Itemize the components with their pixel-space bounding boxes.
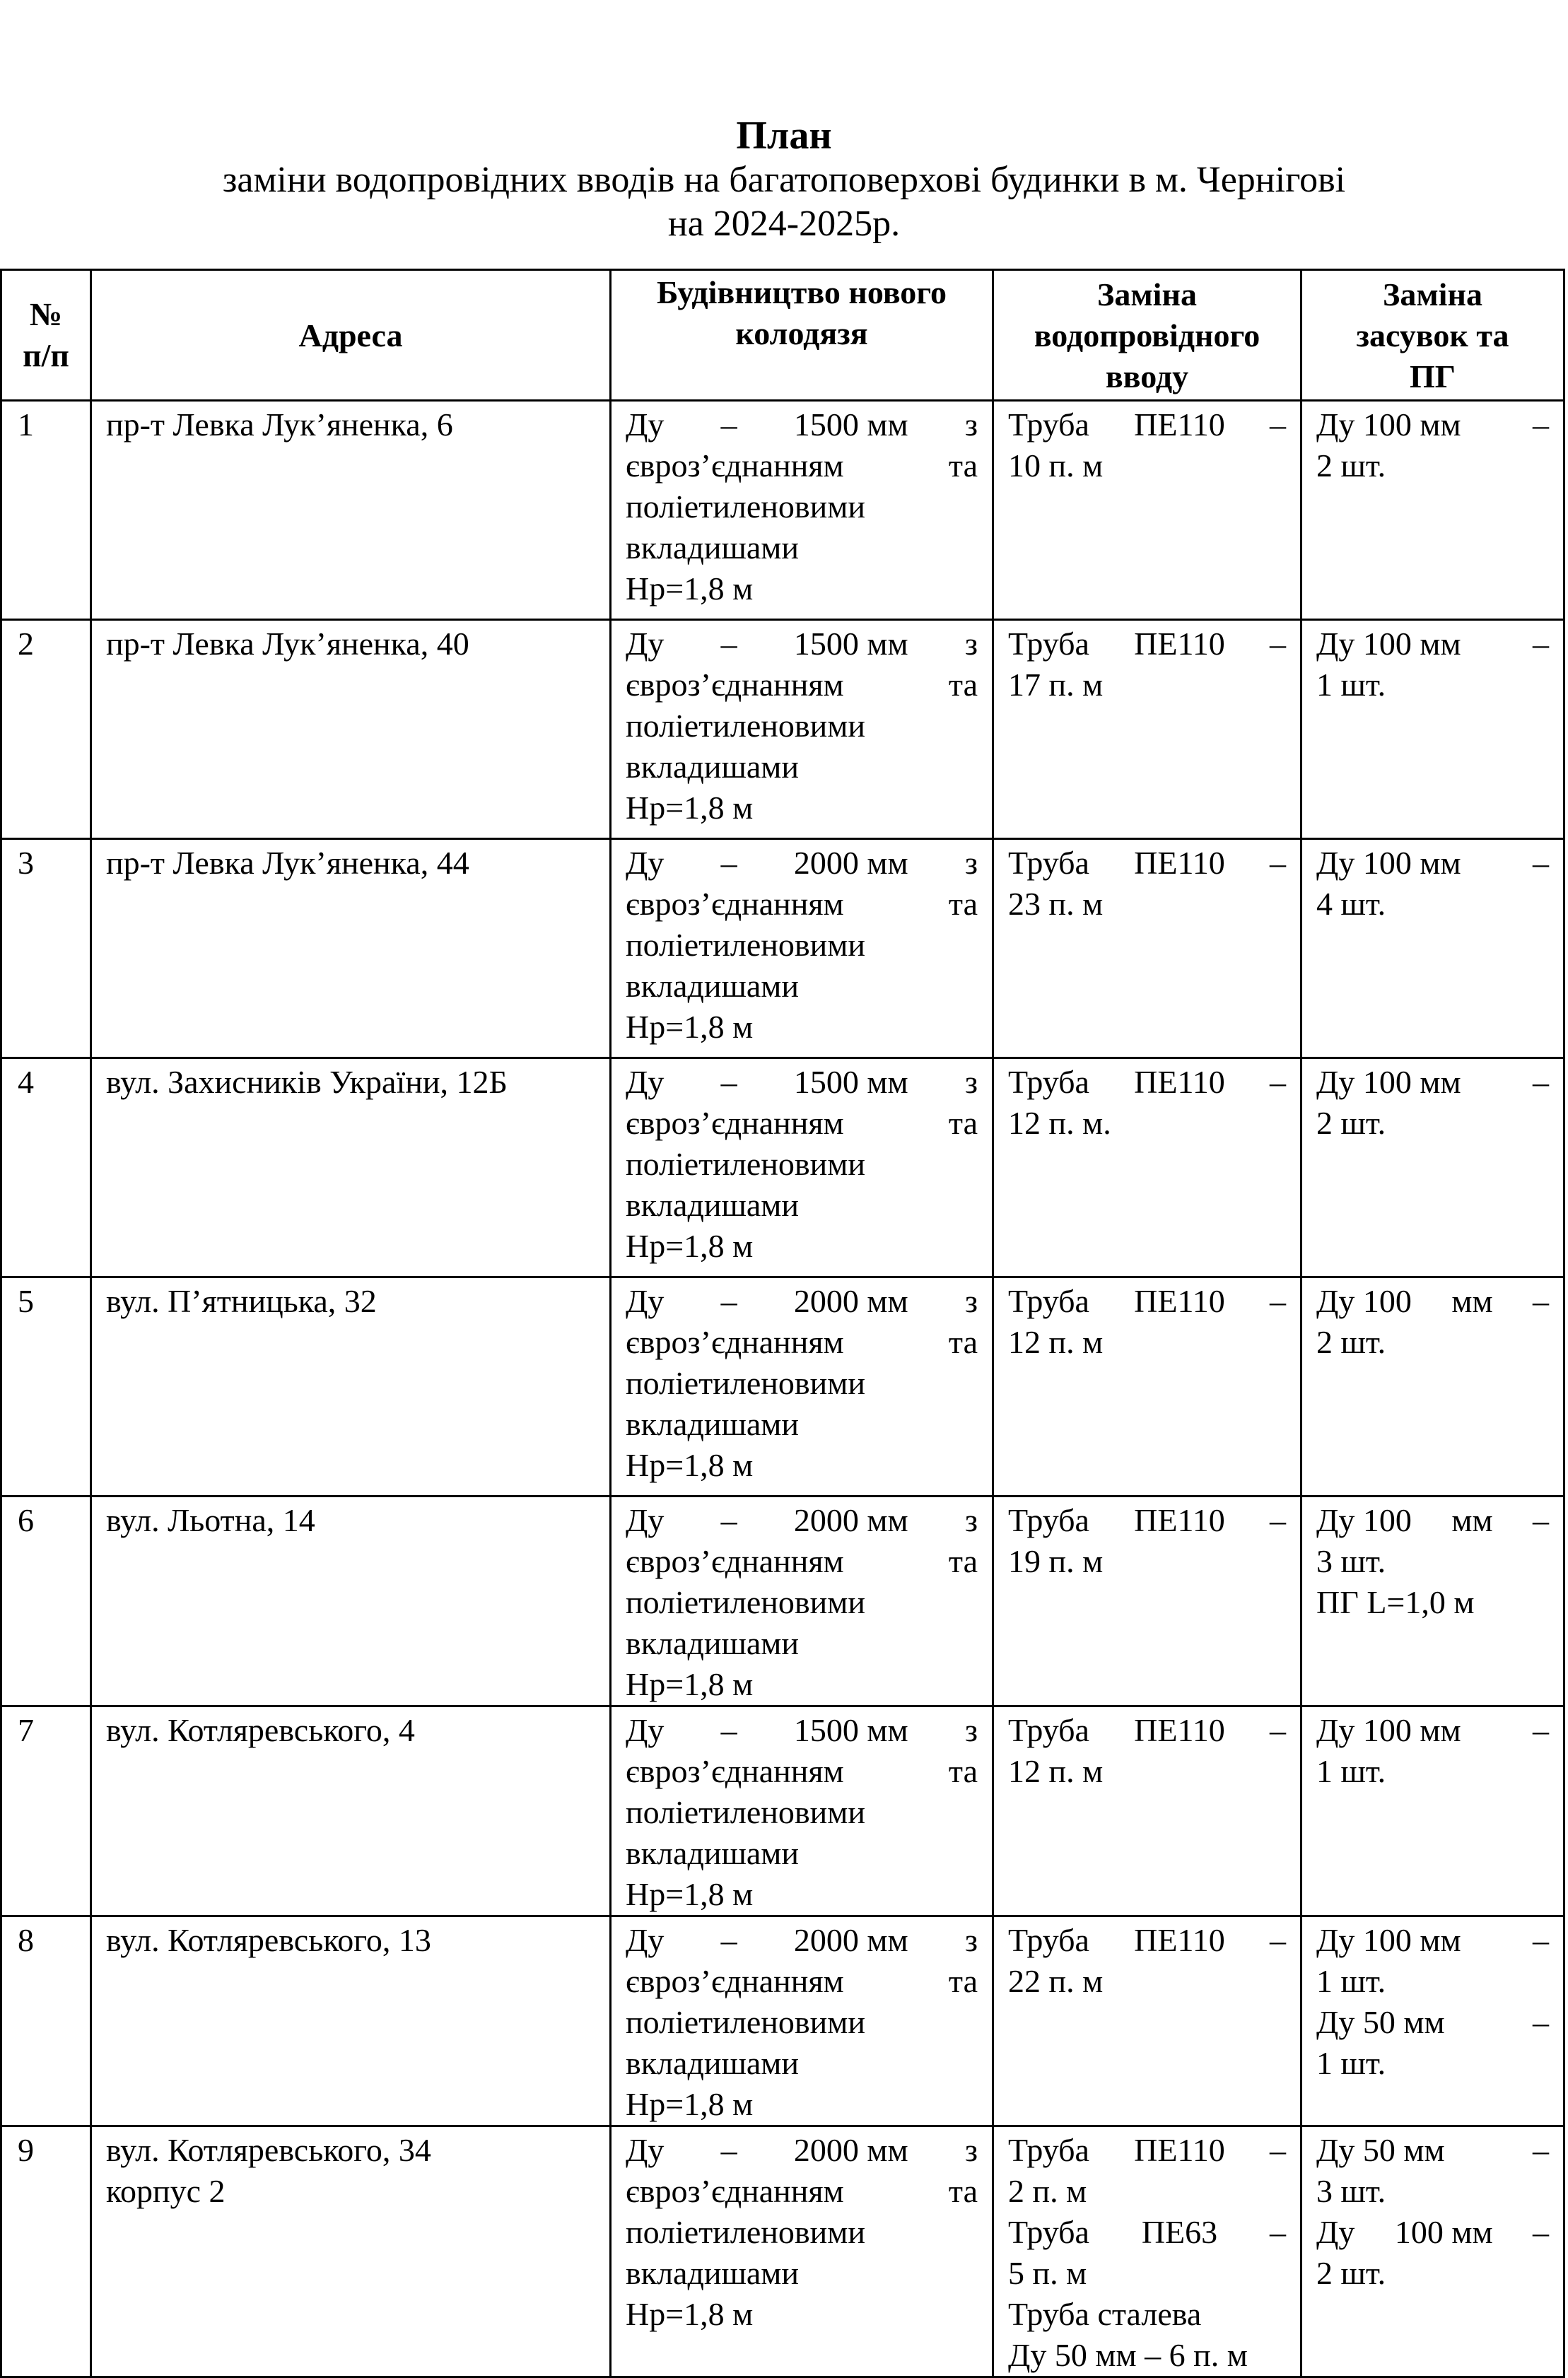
- well-description-line: євроз’єднанням та: [626, 886, 978, 922]
- valves-line: 2 шт.: [1316, 1324, 1386, 1360]
- header-valves-line: засувок та: [1356, 317, 1509, 353]
- valves-line-part: Ду 50 мм: [1316, 2132, 1445, 2168]
- cell-address: [91, 2126, 611, 2377]
- well-diameter-line-part: –: [720, 2132, 737, 2168]
- pipe-line: [1008, 2212, 1286, 2253]
- valves-line-part: Ду 50 мм: [1316, 2004, 1445, 2040]
- valves-line-part: –: [1533, 1712, 1549, 1748]
- pipe-line-part: ПЕ110: [1134, 1502, 1225, 1538]
- valves-line-part: Ду 100 мм: [1316, 626, 1461, 662]
- address-line: вул. Котляревського, 4: [106, 1712, 415, 1748]
- well-description-line: поліетиленовими: [626, 1794, 865, 1830]
- document-subtitle-line-2: на 2024-2025р.: [667, 204, 901, 244]
- pipe-line-part: –: [1270, 1922, 1286, 1958]
- well-diameter-line: [626, 2130, 978, 2171]
- valves-line-part: Ду 100 мм: [1316, 845, 1461, 881]
- address-line: вул. Котляревського, 13: [106, 1922, 431, 1958]
- cell-pipe-replacement: [993, 401, 1301, 620]
- well-diameter-line-part: з: [964, 1922, 978, 1958]
- pipe-line: 2 п. м: [1008, 2173, 1087, 2209]
- pipe-line-part: Труба: [1008, 1283, 1089, 1319]
- well-description-line: вкладишами: [626, 968, 800, 1004]
- pipe-line-part: –: [1270, 1283, 1286, 1319]
- well-diameter-line-part: Ду: [626, 406, 665, 443]
- well-diameter-line-part: 2000 мм: [793, 1283, 908, 1319]
- table-row: [1, 1916, 1564, 2126]
- header-address-label: Адреса: [298, 317, 403, 353]
- valves-line-part: Ду 100: [1316, 1502, 1412, 1538]
- cell-new-well: [611, 1706, 993, 1916]
- valves-line-part: –: [1532, 1283, 1549, 1319]
- well-diameter-line-part: –: [720, 1922, 737, 1958]
- well-description-line: євроз’єднанням та: [626, 1963, 978, 1999]
- cell-number: [1, 401, 91, 620]
- cell-pipe-replacement: [993, 1916, 1301, 2126]
- well-diameter-line-part: з: [964, 1283, 978, 1319]
- pipe-line: [1008, 1710, 1286, 1751]
- cell-number: [1, 620, 91, 839]
- pipe-line: [1008, 1920, 1286, 1961]
- cell-address: [91, 1916, 611, 2126]
- pipe-line: Труба сталева: [1008, 2296, 1202, 2332]
- well-diameter-line-part: 2000 мм: [793, 2132, 908, 2168]
- table-header-row: [1, 270, 1564, 401]
- pipe-line-part: –: [1270, 626, 1286, 662]
- table-row: [1, 2126, 1564, 2377]
- well-description-line: вкладишами: [626, 2255, 800, 2291]
- well-diameter-line: [626, 843, 978, 884]
- pipe-line: 12 п. м.: [1008, 1105, 1111, 1141]
- well-description-line: Нр=1,8 м: [626, 570, 754, 607]
- cell-valves-replacement: [1301, 839, 1564, 1058]
- well-description-line: євроз’єднанням та: [626, 1753, 978, 1789]
- address-line: вул. Льотна, 14: [106, 1502, 315, 1538]
- well-diameter-line-part: Ду: [626, 626, 665, 662]
- well-description-line: поліетиленовими: [626, 927, 865, 963]
- valves-line-part: –: [1533, 626, 1549, 662]
- valves-line-part: Ду 100 мм: [1316, 1922, 1461, 1958]
- pipe-line-part: Труба: [1008, 626, 1089, 662]
- cell-valves-replacement: [1301, 1496, 1564, 1706]
- pipe-line-part: ПЕ63: [1141, 2214, 1218, 2250]
- valves-line-part: –: [1533, 1064, 1549, 1100]
- well-diameter-line-part: Ду: [626, 1922, 665, 1958]
- header-pipe-line: вводу: [1105, 358, 1189, 394]
- well-diameter-line: [626, 1062, 978, 1103]
- pipe-line-part: Труба: [1008, 1712, 1089, 1748]
- valves-line: 2 шт.: [1316, 1105, 1386, 1141]
- well-diameter-line-part: Ду: [626, 1283, 665, 1319]
- valves-line: 1 шт.: [1316, 2045, 1386, 2081]
- header-valves-line: ПГ: [1409, 358, 1456, 394]
- pipe-line-part: ПЕ110: [1134, 1922, 1225, 1958]
- well-diameter-line: [626, 1920, 978, 1961]
- well-description-line: Нр=1,8 м: [626, 1447, 754, 1483]
- cell-address: [91, 1058, 611, 1277]
- well-description-line: вкладишами: [626, 2045, 800, 2081]
- header-number: [1, 270, 91, 401]
- pipe-line-part: –: [1270, 1064, 1286, 1100]
- cell-number: [1, 1277, 91, 1496]
- well-description-line: вкладишами: [626, 749, 800, 785]
- address-line: вул. Захисників України, 12Б: [106, 1064, 508, 1100]
- valves-line: 1 шт.: [1316, 1753, 1386, 1789]
- valves-line: [1316, 843, 1549, 884]
- well-diameter-line-part: з: [964, 1712, 978, 1748]
- cell-valves-replacement: [1301, 2126, 1564, 2377]
- pipe-line: 12 п. м: [1008, 1324, 1104, 1360]
- well-description-line: вкладишами: [626, 1187, 800, 1223]
- well-diameter-line-part: з: [964, 626, 978, 662]
- well-diameter-line-part: –: [720, 1502, 737, 1538]
- row-number: 2: [18, 626, 34, 662]
- header-valves-replacement: [1301, 270, 1564, 401]
- row-number: 3: [18, 845, 34, 881]
- document-title-block: [0, 113, 1568, 246]
- table-row: [1, 1058, 1564, 1277]
- cell-address: [91, 1496, 611, 1706]
- well-diameter-line: [626, 1500, 978, 1541]
- well-description-line: Нр=1,8 м: [626, 2086, 754, 2122]
- well-description-line: поліетиленовими: [626, 708, 865, 744]
- valves-line: [1316, 1281, 1549, 1322]
- table-row: [1, 1496, 1564, 1706]
- well-diameter-line-part: Ду: [626, 2132, 665, 2168]
- well-description-line: євроз’єднанням та: [626, 667, 978, 703]
- valves-line: 3 шт.: [1316, 2173, 1386, 2209]
- valves-line: 4 шт.: [1316, 886, 1386, 922]
- pipe-line-part: ПЕ110: [1134, 1283, 1225, 1319]
- valves-line-part: Ду 100 мм: [1316, 1712, 1461, 1748]
- pipe-line-part: ПЕ110: [1134, 1064, 1225, 1100]
- well-diameter-line: [626, 1281, 978, 1322]
- header-valves-line: Заміна: [1383, 276, 1482, 312]
- cell-number: [1, 839, 91, 1058]
- cell-valves-replacement: [1301, 1706, 1564, 1916]
- row-number: 4: [18, 1064, 34, 1100]
- well-diameter-line-part: 1500 мм: [793, 1712, 908, 1748]
- pipe-line: 22 п. м: [1008, 1963, 1104, 1999]
- well-diameter-line-part: з: [964, 845, 978, 881]
- document-title: План: [736, 114, 832, 158]
- pipe-line-part: ПЕ110: [1134, 1712, 1225, 1748]
- cell-number: [1, 2126, 91, 2377]
- valves-line-part: Ду 100 мм: [1316, 406, 1461, 443]
- pipe-line: 12 п. м: [1008, 1753, 1104, 1789]
- address-line: пр-т Левка Лук’яненка, 40: [106, 626, 469, 662]
- pipe-line: 23 п. м: [1008, 886, 1104, 922]
- well-description-line: вкладишами: [626, 529, 800, 566]
- valves-line-part: –: [1532, 2214, 1549, 2250]
- header-new-well-line: колодязя: [735, 315, 868, 351]
- well-description-line: Нр=1,8 м: [626, 2296, 754, 2332]
- pipe-line: [1008, 1500, 1286, 1541]
- pipe-line: [1008, 404, 1286, 445]
- cell-address: [91, 620, 611, 839]
- cell-new-well: [611, 2126, 993, 2377]
- well-diameter-line-part: –: [720, 1064, 737, 1100]
- pipe-line: [1008, 843, 1286, 884]
- address-line: пр-т Левка Лук’яненка, 44: [106, 845, 469, 881]
- cell-new-well: [611, 401, 993, 620]
- cell-valves-replacement: [1301, 1058, 1564, 1277]
- pipe-line-part: Труба: [1008, 406, 1089, 443]
- pipe-line: [1008, 2130, 1286, 2171]
- header-pipe-line: Заміна: [1097, 276, 1197, 312]
- pipe-line-part: Труба: [1008, 845, 1089, 881]
- cell-valves-replacement: [1301, 1277, 1564, 1496]
- pipe-line: Ду 50 мм – 6 п. м: [1008, 2337, 1248, 2373]
- cell-address: [91, 839, 611, 1058]
- well-description-line: Нр=1,8 м: [626, 1009, 754, 1045]
- valves-line: 1 шт.: [1316, 667, 1386, 703]
- well-description-line: поліетиленовими: [626, 488, 865, 525]
- cell-new-well: [611, 1496, 993, 1706]
- row-number: 1: [18, 406, 34, 443]
- valves-line: 3 шт.: [1316, 1543, 1386, 1579]
- row-number: 7: [18, 1712, 34, 1748]
- well-diameter-line-part: Ду: [626, 1502, 665, 1538]
- well-diameter-line-part: 1500 мм: [793, 1064, 908, 1100]
- well-diameter-line-part: з: [964, 2132, 978, 2168]
- cell-valves-replacement: [1301, 401, 1564, 620]
- well-diameter-line-part: –: [720, 626, 737, 662]
- pipe-line-part: –: [1270, 845, 1286, 881]
- pipe-line-part: Труба: [1008, 1064, 1089, 1100]
- pipe-line-part: –: [1269, 2214, 1286, 2250]
- well-diameter-line-part: з: [964, 1064, 978, 1100]
- pipe-line-part: ПЕ110: [1134, 406, 1225, 443]
- well-diameter-line-part: 2000 мм: [793, 1922, 908, 1958]
- pipe-line-part: –: [1270, 2132, 1286, 2168]
- valves-line-part: –: [1533, 406, 1549, 443]
- pipe-line-part: ПЕ110: [1134, 2132, 1225, 2168]
- well-description-line: поліетиленовими: [626, 1146, 865, 1182]
- valves-line: [1316, 404, 1549, 445]
- valves-line: [1316, 1710, 1549, 1751]
- table-row: [1, 401, 1564, 620]
- valves-line-part: –: [1533, 2132, 1549, 2168]
- cell-address: [91, 401, 611, 620]
- header-new-well: [611, 270, 993, 401]
- cell-pipe-replacement: [993, 839, 1301, 1058]
- valves-line: [1316, 2130, 1549, 2171]
- pipe-line: [1008, 623, 1286, 664]
- document-subtitle-line-1: заміни водопровідних вводів на багатоповерхові будинки в м. Чернігові: [222, 160, 1346, 200]
- header-new-well-line: Будівництво нового: [656, 274, 947, 310]
- well-description-line: поліетиленовими: [626, 1584, 865, 1620]
- cell-pipe-replacement: [993, 2126, 1301, 2377]
- valves-line: [1316, 1920, 1549, 1961]
- row-number: 8: [18, 1922, 34, 1958]
- well-description-line: євроз’єднанням та: [626, 2173, 978, 2209]
- valves-line-part: мм: [1451, 1502, 1493, 1538]
- valves-line-part: Ду 100: [1316, 1283, 1412, 1319]
- header-pipe-replacement: [993, 270, 1301, 401]
- pipe-line-part: Труба: [1008, 2214, 1089, 2250]
- cell-number: [1, 1706, 91, 1916]
- header-address: [91, 270, 611, 401]
- address-line: корпус 2: [106, 2173, 226, 2209]
- valves-line: [1316, 2212, 1549, 2253]
- pipe-line-part: ПЕ110: [1134, 845, 1225, 881]
- cell-new-well: [611, 620, 993, 839]
- well-diameter-line-part: 1500 мм: [793, 626, 908, 662]
- header-number-line: №: [29, 296, 63, 332]
- table-row: [1, 1277, 1564, 1496]
- well-description-line: Нр=1,8 м: [626, 1876, 754, 1912]
- pipe-line-part: Труба: [1008, 2132, 1089, 2168]
- well-diameter-line-part: 2000 мм: [793, 845, 908, 881]
- well-description-line: поліетиленовими: [626, 2214, 865, 2250]
- address-line: вул. П’ятницька, 32: [106, 1283, 377, 1319]
- pipe-line: 10 п. м: [1008, 447, 1104, 484]
- well-description-line: євроз’єднанням та: [626, 1324, 978, 1360]
- well-diameter-line-part: –: [720, 1712, 737, 1748]
- well-description-line: євроз’єднанням та: [626, 1543, 978, 1579]
- well-description-line: вкладишами: [626, 1625, 800, 1661]
- valves-line-part: Ду: [1316, 2214, 1355, 2250]
- pipe-line: 17 п. м: [1008, 667, 1104, 703]
- cell-pipe-replacement: [993, 1706, 1301, 1916]
- cell-valves-replacement: [1301, 620, 1564, 839]
- pipe-line-part: –: [1270, 406, 1286, 443]
- valves-line-part: –: [1533, 2004, 1549, 2040]
- cell-pipe-replacement: [993, 1496, 1301, 1706]
- valves-line-part: мм: [1451, 1283, 1493, 1319]
- well-description-line: поліетиленовими: [626, 1365, 865, 1401]
- valves-line: 2 шт.: [1316, 447, 1386, 484]
- valves-line: 1 шт.: [1316, 1963, 1386, 1999]
- well-diameter-line-part: Ду: [626, 845, 665, 881]
- pipe-line: 5 п. м: [1008, 2255, 1087, 2291]
- valves-line: [1316, 1500, 1549, 1541]
- valves-line: [1316, 1062, 1549, 1103]
- table-row: [1, 839, 1564, 1058]
- well-diameter-line: [626, 623, 978, 664]
- cell-address: [91, 1277, 611, 1496]
- valves-line: [1316, 2002, 1549, 2043]
- well-diameter-line-part: –: [720, 1283, 737, 1319]
- plan-table-body: [1, 401, 1564, 2377]
- cell-pipe-replacement: [993, 1058, 1301, 1277]
- well-description-line: Нр=1,8 м: [626, 1228, 754, 1264]
- valves-line-part: –: [1533, 1922, 1549, 1958]
- pipe-line-part: Труба: [1008, 1502, 1089, 1538]
- well-diameter-line: [626, 1710, 978, 1751]
- cell-number: [1, 1916, 91, 2126]
- plan-table: [0, 269, 1565, 2378]
- well-description-line: вкладишами: [626, 1406, 800, 1442]
- address-line: пр-т Левка Лук’яненка, 6: [106, 406, 453, 443]
- valves-line-part: –: [1533, 845, 1549, 881]
- well-description-line: поліетиленовими: [626, 2004, 865, 2040]
- pipe-line: 19 п. м: [1008, 1543, 1104, 1579]
- well-diameter-line-part: –: [720, 845, 737, 881]
- valves-line-part: Ду 100 мм: [1316, 1064, 1461, 1100]
- well-diameter-line-part: Ду: [626, 1712, 665, 1748]
- row-number: 9: [18, 2132, 34, 2168]
- pipe-line-part: ПЕ110: [1134, 626, 1225, 662]
- well-diameter-line-part: з: [964, 1502, 978, 1538]
- well-diameter-line-part: з: [964, 406, 978, 443]
- pipe-line-part: –: [1270, 1712, 1286, 1748]
- valves-line-part: –: [1532, 1502, 1549, 1538]
- cell-number: [1, 1496, 91, 1706]
- table-row: [1, 1706, 1564, 1916]
- row-number: 6: [18, 1502, 34, 1538]
- cell-new-well: [611, 1277, 993, 1496]
- cell-new-well: [611, 1058, 993, 1277]
- well-description-line: Нр=1,8 м: [626, 790, 754, 826]
- address-line: вул. Котляревського, 34: [106, 2132, 431, 2168]
- valves-line: [1316, 623, 1549, 664]
- header-pipe-line: водопровідного: [1034, 317, 1260, 353]
- well-description-line: вкладишами: [626, 1835, 800, 1871]
- cell-pipe-replacement: [993, 1277, 1301, 1496]
- well-diameter-line: [626, 404, 978, 445]
- cell-pipe-replacement: [993, 620, 1301, 839]
- table-row: [1, 620, 1564, 839]
- well-description-line: Нр=1,8 м: [626, 1666, 754, 1702]
- cell-new-well: [611, 839, 993, 1058]
- pipe-line: [1008, 1281, 1286, 1322]
- row-number: 5: [18, 1283, 34, 1319]
- valves-line-part: 100 мм: [1394, 2214, 1493, 2250]
- well-description-line: євроз’єднанням та: [626, 1105, 978, 1141]
- pipe-line: [1008, 1062, 1286, 1103]
- valves-line: 2 шт.: [1316, 2255, 1386, 2291]
- well-diameter-line-part: –: [720, 406, 737, 443]
- well-diameter-line-part: 2000 мм: [793, 1502, 908, 1538]
- cell-address: [91, 1706, 611, 1916]
- cell-valves-replacement: [1301, 1916, 1564, 2126]
- well-description-line: євроз’єднанням та: [626, 447, 978, 484]
- header-number-line: п/п: [23, 337, 69, 373]
- valves-line: ПГ L=1,0 м: [1316, 1584, 1475, 1620]
- cell-number: [1, 1058, 91, 1277]
- cell-new-well: [611, 1916, 993, 2126]
- well-diameter-line-part: 1500 мм: [793, 406, 908, 443]
- pipe-line-part: –: [1270, 1502, 1286, 1538]
- well-diameter-line-part: Ду: [626, 1064, 665, 1100]
- pipe-line-part: Труба: [1008, 1922, 1089, 1958]
